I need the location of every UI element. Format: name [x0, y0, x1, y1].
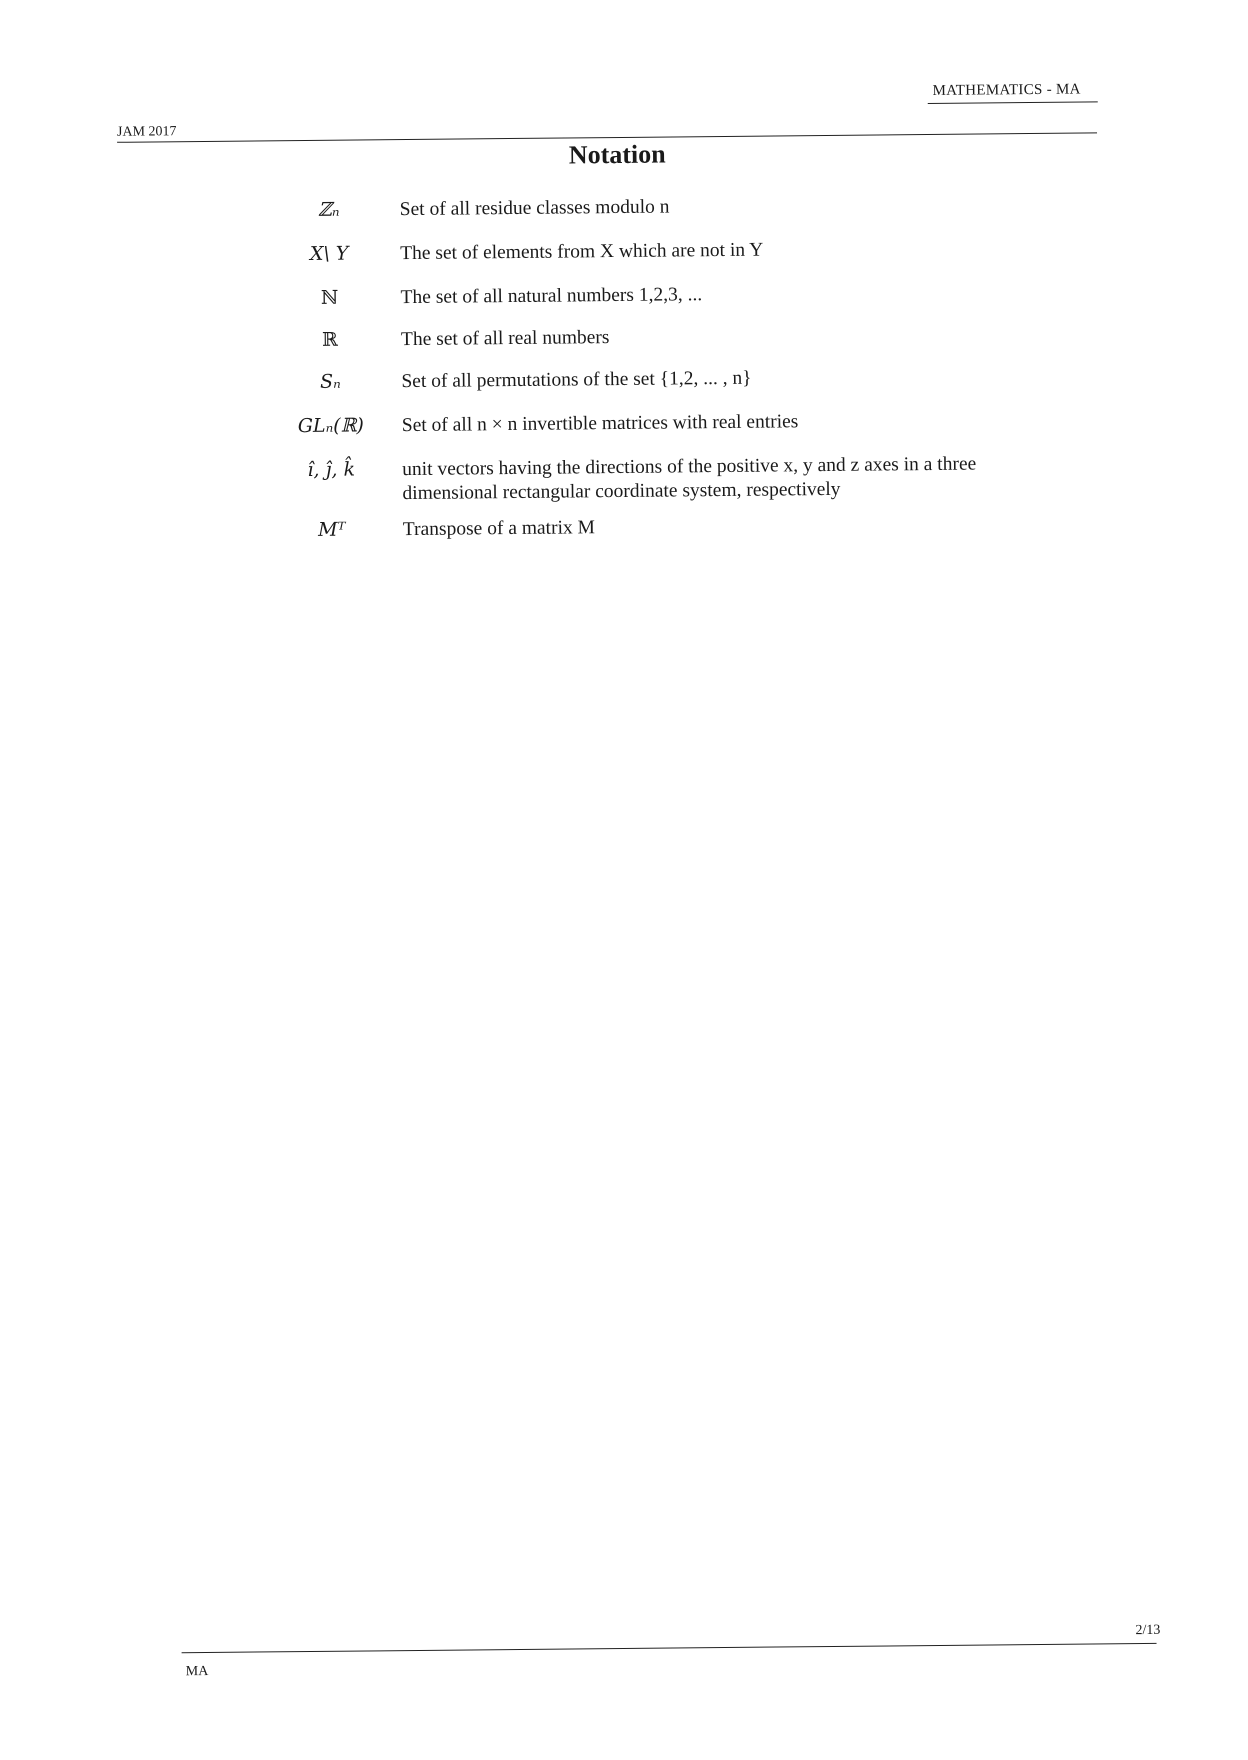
notation-description: Set of all residue classes modulo n — [399, 196, 670, 221]
notation-row — [267, 512, 1027, 559]
notation-description: Set of all n × n invertible matrices with real entries — [401, 411, 799, 437]
notation-symbol: ℝ — [321, 328, 338, 351]
page-title: Notation — [568, 139, 666, 170]
header-subject: MATHEMATICS - MA — [932, 81, 1081, 99]
notation-symbol: GLₙ(ℝ) — [297, 414, 364, 438]
footer-paper-code: MA — [185, 1663, 209, 1680]
notation-row — [265, 322, 1025, 371]
notation-symbol: ℤₙ — [317, 198, 340, 221]
notation-description: Transpose of a matrix M — [402, 517, 596, 541]
notation-row — [266, 408, 1026, 459]
notation-row — [264, 280, 1024, 329]
notation-description: unit vectors having the directions of the positive x, y and z axes in a three dimensional rectangular coordinate system, respectively — [402, 453, 977, 505]
footer-rule — [182, 1643, 1157, 1653]
header-exam: JAM 2017 — [116, 124, 177, 140]
notation-symbol: Mᵀ — [317, 518, 346, 541]
notation-list — [264, 192, 1027, 559]
notation-row — [264, 236, 1024, 287]
notation-row — [264, 192, 1024, 243]
notation-symbol: ℕ — [320, 286, 339, 309]
notation-description: The set of all natural numbers 1,2,3, ... — [400, 284, 703, 309]
notation-description: The set of elements from X which are not in Y — [400, 239, 764, 265]
notation-symbol: X\ Y — [309, 242, 349, 265]
notation-description: Set of all permutations of the set {1,2, ... , n} — [401, 367, 752, 393]
notation-description: The set of all real numbers — [400, 327, 610, 351]
notation-symbol: î, ĵ, k̂ — [307, 458, 356, 481]
notation-row — [265, 364, 1025, 415]
notation-row — [266, 452, 1027, 519]
header-rule-short — [928, 101, 1098, 104]
page-number: 2/13 — [1135, 1622, 1161, 1639]
notation-symbol: Sₙ — [319, 370, 341, 393]
